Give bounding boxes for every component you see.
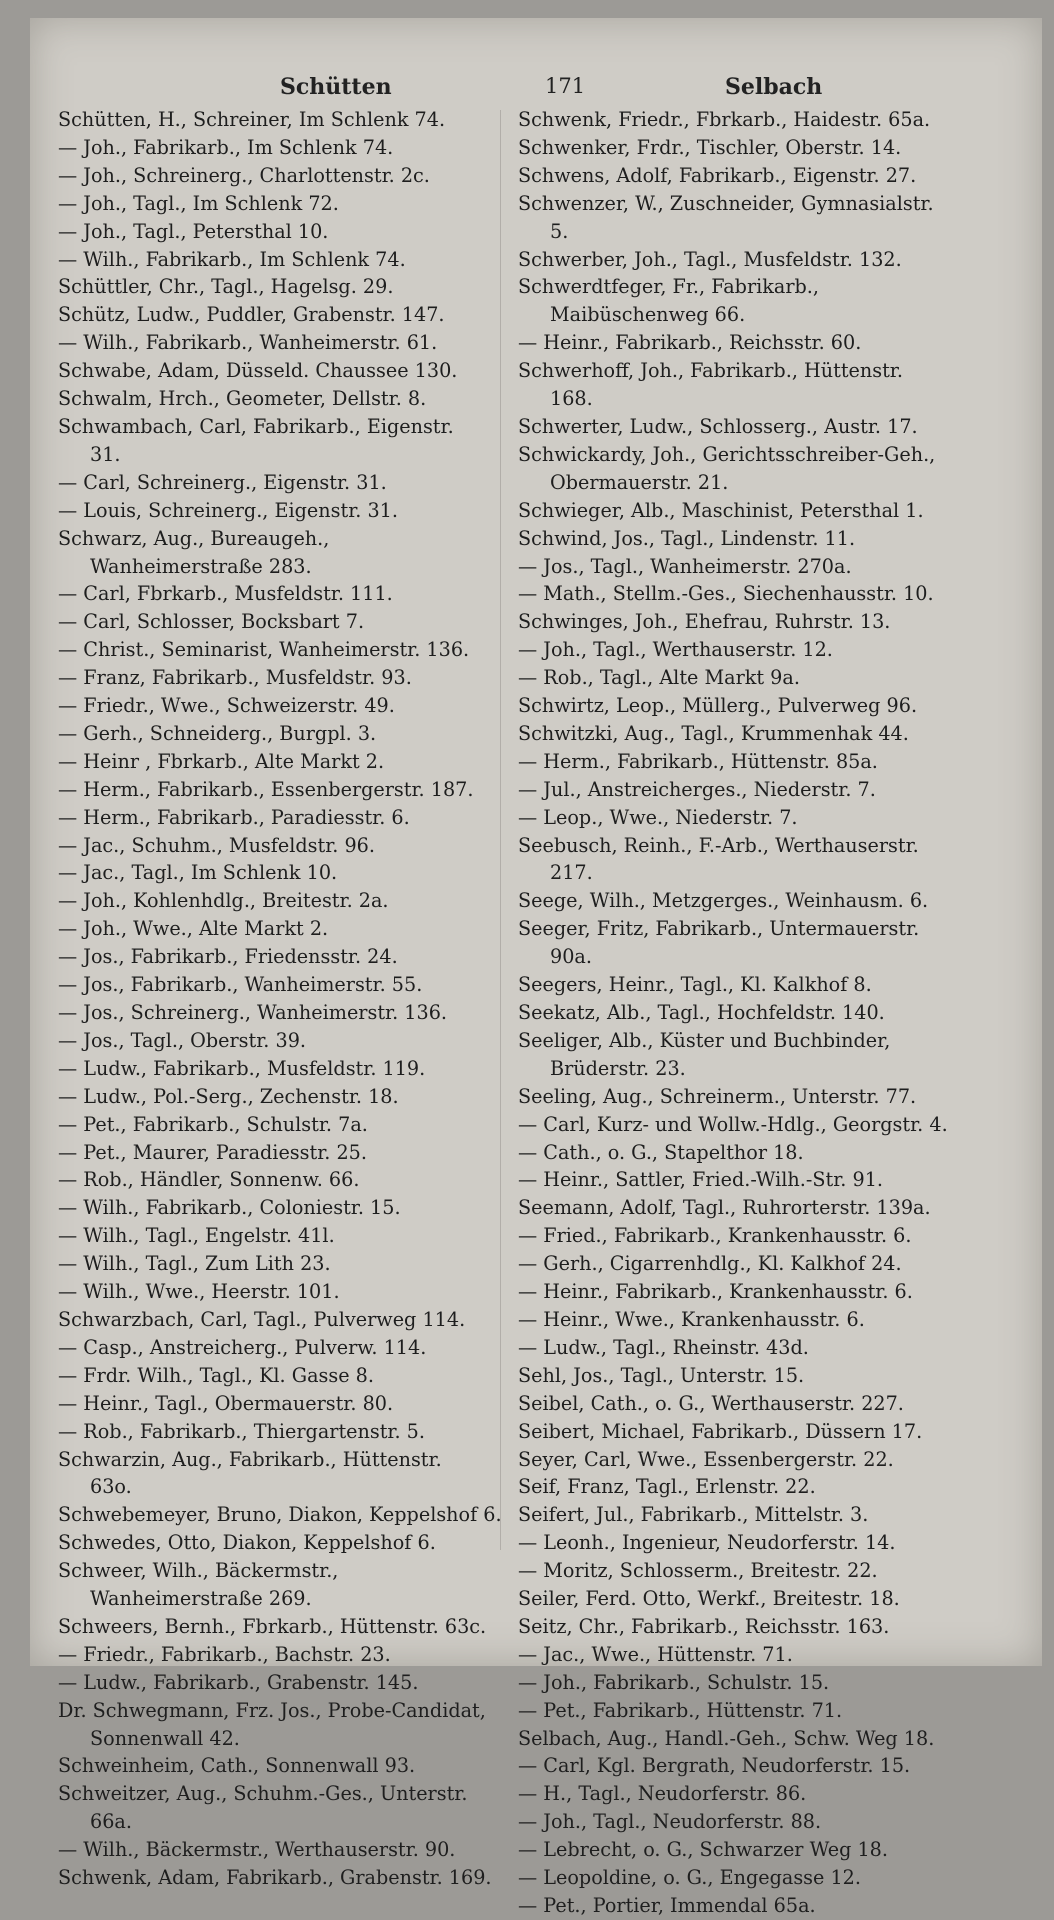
directory-entry: Schwirtz, Leop., Müllerg., Pulverweg 96. — [518, 694, 918, 718]
directory-entry: Seemann, Adolf, Tagl., Ruhrorterstr. 139a. — [518, 1196, 931, 1220]
directory-entry: Seeger, Fritz, Fabrikarb., Untermauerstr. 90a. — [518, 917, 920, 969]
directory-entry: — Carl, Schlosser, Bocksbart 7. — [58, 610, 365, 634]
directory-entry: — Heinr., Tagl., Obermauerstr. 80. — [58, 1391, 394, 1415]
directory-entry: — H., Tagl., Neudorferstr. 86. — [518, 1782, 807, 1806]
directory-entry: — Carl, Kurz- und Wollw.-Hdlg., Georgstr. 4. — [518, 1112, 948, 1136]
right-column — [518, 106, 950, 1920]
directory-entry: — Lebrecht, o. G., Schwarzer Weg 18. — [518, 1838, 888, 1862]
directory-entry: Schwarz, Aug., Bureaugeh., Wanheimerstraße 283. — [58, 526, 330, 578]
directory-entry: Schwenk, Adam, Fabrikarb., Grabenstr. 169. — [58, 1866, 492, 1890]
directory-entry: Schweinheim, Cath., Sonnenwall 93. — [58, 1754, 416, 1778]
directory-entry: — Pet., Fabrikarb., Hüttenstr. 71. — [518, 1698, 843, 1722]
directory-entry: Seyer, Carl, Wwe., Essenbergerstr. 22. — [518, 1447, 894, 1471]
directory-entry: — Moritz, Schlosserm., Breitestr. 22. — [518, 1559, 878, 1583]
directory-entry: — Wilh., Wwe., Heerstr. 101. — [58, 1280, 340, 1304]
directory-entry: Schwitzki, Aug., Tagl., Krummenhak 44. — [518, 721, 909, 745]
directory-entry: — Pet., Fabrikarb., Schulstr. 7a. — [58, 1112, 368, 1136]
directory-entry: — Jos., Tagl., Wanheimerstr. 270a. — [518, 554, 852, 578]
directory-entry: — Wilh., Fabrikarb., Im Schlenk 74. — [58, 247, 406, 271]
directory-entry: — Leop., Wwe., Niederstr. 7. — [518, 805, 798, 829]
directory-entry: — Heinr., Fabrikarb., Krankenhausstr. 6. — [518, 1280, 913, 1304]
directory-entry: Seeling, Aug., Schreinerm., Unterstr. 77. — [518, 1084, 917, 1108]
directory-entry: — Rob., Tagl., Alte Markt 9a. — [518, 666, 800, 690]
directory-entry: Seibel, Cath., o. G., Werthauserstr. 227. — [518, 1391, 904, 1415]
directory-entry: Schweers, Bernh., Fbrkarb., Hüttenstr. 63c. — [58, 1614, 487, 1638]
directory-entry: — Joh., Tagl., Petersthal 10. — [58, 219, 329, 243]
directory-entry: Seegers, Heinr., Tagl., Kl. Kalkhof 8. — [518, 973, 872, 997]
directory-entry: Sehl, Jos., Tagl., Unterstr. 15. — [518, 1363, 805, 1387]
directory-entry: — Wilh., Fabrikarb., Coloniestr. 15. — [58, 1196, 401, 1220]
directory-entry: — Herm., Fabrikarb., Essenbergerstr. 187. — [58, 777, 474, 801]
directory-entry: — Ludw., Pol.-Serg., Zechenstr. 18. — [58, 1084, 399, 1108]
directory-entry: — Ludw., Fabrikarb., Grabenstr. 145. — [58, 1670, 419, 1694]
directory-entry: — Ludw., Fabrikarb., Musfeldstr. 119. — [58, 1056, 426, 1080]
directory-entry: — Math., Stellm.-Ges., Siechenhausstr. 10. — [518, 582, 934, 606]
directory-entry: Schwerter, Ludw., Schlosserg., Austr. 17. — [518, 414, 918, 438]
directory-entry: — Carl, Fbrkarb., Musfeldstr. 111. — [58, 582, 393, 606]
directory-entry: — Joh., Tagl., Werthauserstr. 12. — [518, 638, 833, 662]
directory-entry: — Jos., Fabrikarb., Friedensstr. 24. — [58, 945, 398, 969]
directory-entry: — Frdr. Wilh., Tagl., Kl. Gasse 8. — [58, 1363, 374, 1387]
directory-entry: — Leonh., Ingenieur, Neudorferstr. 14. — [518, 1531, 896, 1555]
directory-entry: Schwebemeyer, Bruno, Diakon, Keppelshof 6. — [58, 1503, 502, 1527]
directory-entry: Schütz, Ludw., Puddler, Grabenstr. 147. — [58, 303, 445, 327]
directory-entry: — Jac., Schuhm., Musfeldstr. 96. — [58, 833, 375, 857]
directory-entry: Schweitzer, Aug., Schuhm.-Ges., Unterstr. 66a. — [58, 1782, 468, 1834]
directory-entry: Schwickardy, Joh., Gerichtsschreiber-Geh., Obermauerstr. 21. — [518, 442, 936, 494]
directory-entry: Seifert, Jul., Fabrikarb., Mittelstr. 3. — [518, 1503, 869, 1527]
directory-entry: — Jos., Tagl., Oberstr. 39. — [58, 1028, 307, 1052]
directory-entry: Schwenk, Friedr., Fbrkarb., Haidestr. 65a. — [518, 108, 931, 131]
directory-entry: — Jul., Anstreicherges., Niederstr. 7. — [518, 777, 876, 801]
directory-entry: — Fried., Fabrikarb., Krankenhausstr. 6. — [518, 1224, 912, 1248]
directory-entry: — Wilh., Fabrikarb., Wanheimerstr. 61. — [58, 331, 438, 355]
directory-entry: — Joh., Fabrikarb., Schulstr. 15. — [518, 1670, 830, 1694]
directory-entry: Schüttler, Chr., Tagl., Hagelsg. 29. — [58, 275, 394, 299]
directory-entry: Schwambach, Carl, Fabrikarb., Eigenstr. 31. — [58, 414, 454, 466]
directory-entry: Schwedes, Otto, Diakon, Keppelshof 6. — [58, 1531, 436, 1555]
directory-entry: Seeliger, Alb., Küster und Buchbinder, Brüderstr. 23. — [518, 1028, 891, 1080]
directory-entry: Schwalm, Hrch., Geometer, Dellstr. 8. — [58, 387, 427, 411]
directory-entry: Seebusch, Reinh., F.-Arb., Werthauserstr. 217. — [518, 833, 919, 885]
directory-entry: — Jos., Fabrikarb., Wanheimerstr. 55. — [58, 973, 423, 997]
directory-entry: — Gerh., Schneiderg., Burgpl. 3. — [58, 721, 377, 745]
directory-entry: Schwarzbach, Carl, Tagl., Pulverweg 114. — [58, 1307, 466, 1331]
directory-entry: Seif, Franz, Tagl., Erlenstr. 22. — [518, 1475, 816, 1499]
directory-entry: — Carl, Kgl. Bergrath, Neudorferstr. 15. — [518, 1754, 911, 1778]
directory-entry: — Herm., Fabrikarb., Paradiesstr. 6. — [58, 805, 410, 829]
directory-entry: — Friedr., Wwe., Schweizerstr. 49. — [58, 694, 395, 718]
directory-entry: — Jac., Wwe., Hüttenstr. 71. — [518, 1642, 793, 1666]
directory-entry: Schwabe, Adam, Düsseld. Chaussee 130. — [58, 359, 458, 383]
directory-entry: — Jos., Schreinerg., Wanheimerstr. 136. — [58, 1001, 448, 1024]
directory-entry: — Ludw., Tagl., Rheinstr. 43d. — [518, 1335, 809, 1359]
header-left-keyword: Schütten — [280, 74, 392, 100]
directory-entry: Schweer, Wilh., Bäckermstr., Wanheimerstraße 269. — [58, 1559, 339, 1611]
directory-entry: — Pet., Maurer, Paradiesstr. 25. — [58, 1140, 367, 1164]
left-column — [58, 106, 502, 1892]
directory-entry: — Gerh., Cigarrenhdlg., Kl. Kalkhof 24. — [518, 1252, 902, 1276]
directory-entry: Schwind, Jos., Tagl., Lindenstr. 11. — [518, 526, 856, 550]
directory-entry: — Joh., Tagl., Neudorferstr. 88. — [518, 1810, 822, 1834]
directory-entry: Schwenzer, W., Zuschneider, Gymnasialstr. 5. — [518, 191, 934, 243]
column-divider — [500, 110, 501, 1550]
directory-entry: Schwinges, Joh., Ehefrau, Ruhrstr. 13. — [518, 610, 891, 634]
directory-entry: — Wilh., Tagl., Engelstr. 41l. — [58, 1224, 335, 1248]
directory-entry: Seiler, Ferd. Otto, Werkf., Breitestr. 18. — [518, 1587, 900, 1611]
directory-entry: — Rob., Händler, Sonnenw. 66. — [58, 1168, 360, 1192]
directory-entry: — Pet., Portier, Immendal 65a. — [518, 1894, 816, 1917]
directory-entry: — Louis, Schreinerg., Eigenstr. 31. — [58, 498, 398, 522]
directory-entry: — Joh., Tagl., Im Schlenk 72. — [58, 191, 339, 215]
directory-entry: Schwens, Adolf, Fabrikarb., Eigenstr. 27. — [518, 163, 917, 187]
directory-entry: Seege, Wilh., Metzgerges., Weinhausm. 6. — [518, 889, 929, 913]
directory-entry: — Joh., Wwe., Alte Markt 2. — [58, 917, 329, 941]
directory-entry: — Cath., o. G., Stapelthor 18. — [518, 1140, 804, 1164]
directory-entry: — Joh., Schreinerg., Charlottenstr. 2c. — [58, 163, 430, 187]
directory-entry: Schwerber, Joh., Tagl., Musfeldstr. 132. — [518, 247, 902, 271]
directory-entry: Schütten, H., Schreiner, Im Schlenk 74. — [58, 108, 446, 131]
directory-entry: Dr. Schwegmann, Frz. Jos., Probe-Candidat, Sonnenwall 42. — [58, 1698, 486, 1750]
directory-entry: — Heinr., Wwe., Krankenhausstr. 6. — [518, 1307, 865, 1331]
directory-entry: Schwerdtfeger, Fr., Fabrikarb., Maibüschenweg 66. — [518, 275, 819, 327]
directory-entry: — Casp., Anstreicherg., Pulverw. 114. — [58, 1335, 427, 1359]
page-number: 171 — [545, 74, 586, 98]
directory-entry: Seitz, Chr., Fabrikarb., Reichsstr. 163. — [518, 1614, 890, 1638]
directory-entry: Selbach, Aug., Handl.-Geh., Schw. Weg 18. — [518, 1726, 935, 1750]
directory-entry: — Joh., Fabrikarb., Im Schlenk 74. — [58, 135, 394, 159]
directory-entry: Seibert, Michael, Fabrikarb., Düssern 17. — [518, 1419, 923, 1443]
directory-entry: — Heinr., Fabrikarb., Reichsstr. 60. — [518, 331, 862, 355]
directory-entry: Schwarzin, Aug., Fabrikarb., Hüttenstr. 63o. — [58, 1447, 442, 1499]
directory-entry: — Wilh., Bäckermstr., Werthauserstr. 90. — [58, 1838, 456, 1862]
directory-entry: — Wilh., Tagl., Zum Lith 23. — [58, 1252, 331, 1276]
directory-entry: — Rob., Fabrikarb., Thiergartenstr. 5. — [58, 1419, 425, 1443]
directory-entry: — Joh., Kohlenhdlg., Breitestr. 2a. — [58, 889, 389, 913]
directory-entry: Seekatz, Alb., Tagl., Hochfeldstr. 140. — [518, 1001, 885, 1024]
directory-entry: Schwieger, Alb., Maschinist, Petersthal 1. — [518, 498, 924, 522]
directory-entry: — Friedr., Fabrikarb., Bachstr. 23. — [58, 1642, 391, 1666]
directory-entry: — Jac., Tagl., Im Schlenk 10. — [58, 861, 338, 885]
directory-entry: Schwerhoff, Joh., Fabrikarb., Hüttenstr. 168. — [518, 359, 903, 411]
directory-entry: — Leopoldine, o. G., Engegasse 12. — [518, 1866, 861, 1890]
header-right-keyword: Selbach — [725, 74, 823, 100]
directory-entry: — Heinr., Sattler, Fried.-Wilh.-Str. 91. — [518, 1168, 884, 1192]
directory-entry: — Christ., Seminarist, Wanheimerstr. 136. — [58, 638, 470, 662]
directory-entry: Schwenker, Frdr., Tischler, Oberstr. 14. — [518, 135, 902, 159]
directory-entry: — Heinr , Fbrkarb., Alte Markt 2. — [58, 749, 385, 773]
directory-entry: — Franz, Fabrikarb., Musfeldstr. 93. — [58, 666, 412, 690]
directory-entry: — Herm., Fabrikarb., Hüttenstr. 85a. — [518, 749, 878, 773]
directory-entry: — Carl, Schreinerg., Eigenstr. 31. — [58, 470, 387, 494]
